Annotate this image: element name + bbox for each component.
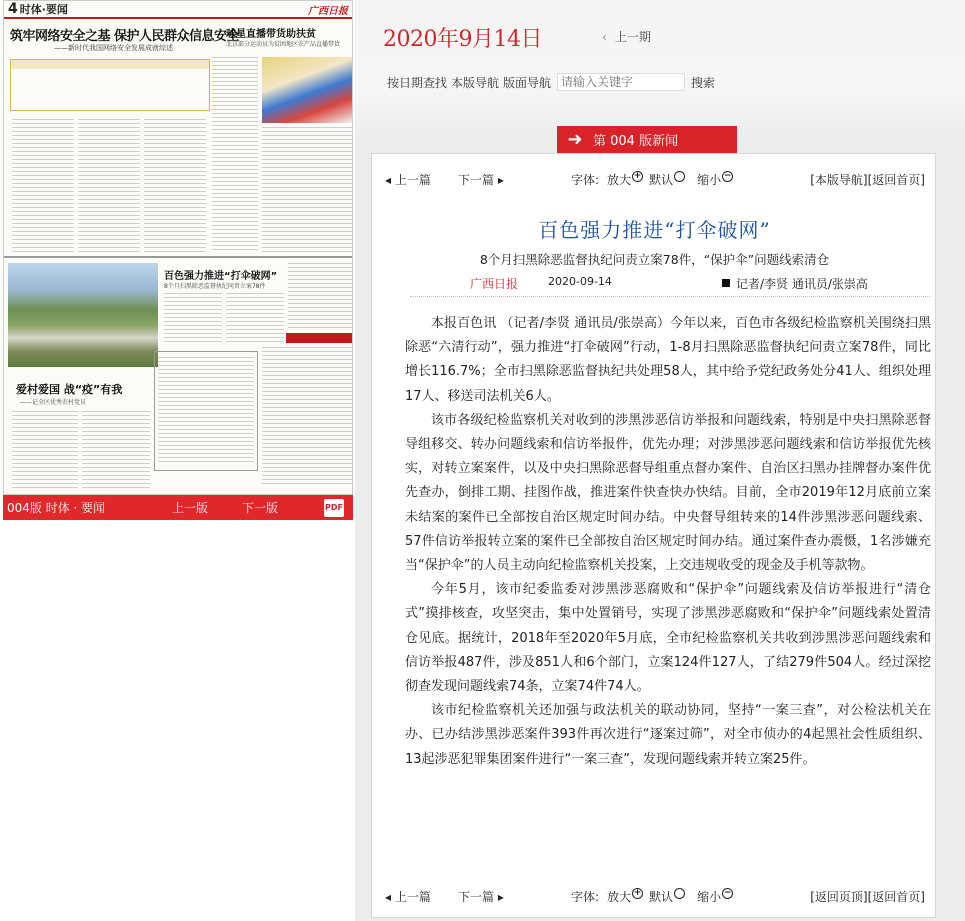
chevron-left-icon: ‹ (602, 30, 607, 44)
article-author: 记者/李贤 通讯员/张崇高 (722, 275, 868, 292)
article-panel (371, 153, 936, 918)
minus-circle-icon (722, 888, 733, 899)
next-article-link-bottom[interactable]: 下一篇 ▸ (458, 889, 504, 904)
layout-nav-link[interactable]: 版面导航 (503, 75, 552, 90)
thumbnail-subhead-1: ——新时代我国网络安全发展成就综述 (54, 44, 173, 52)
article-byline (470, 275, 910, 292)
thumbnail-headline-2[interactable]: 球星直播带货助扶贫 (226, 29, 316, 40)
article-source: 广西日报 (470, 277, 519, 291)
circle-icon (674, 888, 685, 899)
article-toolbar-bottom (385, 887, 925, 905)
article-paragraph: 该市各级纪检监察机关对收到的涉黑涉恶信访举报和问题线索，特别是中央扫黑除恶督导组移交、转办问题线索和信访举报件，优先办理；对涉黑涉恶问题线索和信访举报优先核实，对转立案案件，以及中央扫黑除恶督导组重点督办案件、自治区扫黑办挂牌督办案件优先查办，倒排工期、挂图作战，推进案件快查快办快结。目前，全市2019年12月底前立案未结案的案件已全部按自治区规定时间办结。中央督导组转来的14件涉黑涉恶问题线索、57件信访举报转立案的案件已全部按自治区规定时间办结。通过案件查办震慑，1名涉嫌充当“保护伞”的人员主动向纪检监察机关投案，上交违规收受的现金及手机等款物。 (405, 412, 931, 574)
issue-date: 2020年9月14日 (383, 27, 542, 52)
search-input[interactable] (557, 73, 685, 91)
back-to-top-link[interactable]: [返回页顶] (810, 889, 868, 904)
thumbnail-photo-bridge (8, 263, 158, 367)
minus-circle-icon (722, 171, 733, 182)
font-default-button-bottom[interactable]: 默认 (649, 888, 685, 905)
prev-issue-link[interactable] (602, 28, 651, 45)
byline-divider (410, 296, 930, 297)
thumbnail-subhead-3: 8个月扫黑除恶监督执纪问责立案78件 (164, 283, 266, 290)
thumbnail-subhead-2: 北京部分运动员为贫困地区农产品直播带货 (226, 41, 341, 48)
square-bullet-icon (722, 279, 730, 287)
plus-circle-icon (632, 171, 643, 182)
thumbnail-subhead-4: ——记全区优秀农村党员 (20, 399, 87, 406)
article-paragraph: 该市纪检监察机关还加强与政法机关的联动协同，坚持“一案三查”，对公检法机关在办、已办结涉黑涉恶案件393件再次进行“逐案过筛”，对全市侦办的4起黑社会性质组织、13起涉恶犯罪集团案件进行“一案三查”，发现问题线索并转立案25件。 (405, 703, 931, 767)
thumbnail-section-name: 时体·要闻 (19, 3, 68, 16)
font-shrink-button[interactable]: 缩小− (697, 171, 733, 188)
font-size-label-bottom: 字体: (571, 889, 600, 904)
prev-issue-label: 上一期 (614, 30, 651, 44)
article-paragraph: 本报百色讯 （记者/李贤 通讯员/张崇高）今年以来，百色市各级纪检监察机关围绕扫黑除恶“六清行动”，强力推进“打伞破网”行动，1-8月扫黑除恶监督执纪问责立案78件，同比增长116.7%；全市扫黑除恶监督执纪共处理58人，其中给予党纪政务处分41人、组织处理17人、移送司法机关6人。 (405, 316, 931, 404)
prev-page-link[interactable]: 上一版 (172, 501, 209, 515)
prev-article-link-bottom[interactable]: ◂ 上一篇 (385, 889, 431, 904)
thumbnail-divider (4, 256, 353, 258)
plus-circle-icon (632, 888, 643, 899)
article-paragraph: 今年5月，该市纪委监委对涉黑涉恶腐败和“保护伞”问题线索及信访举报进行“清仓式”摸排核查，攻坚突击，集中处置销号，实现了涉黑涉恶腐败和“保护伞”问题线索处置清仓见底。据统计，2018年至2020年5月底，全市纪检监察机关共收到涉黑涉恶问题线索和信访举报487件，涉及851人和6个部门，立案124件127人，了结279件504人。经过深挖彻查发现问题线索74条，立案74件74人。 (405, 582, 931, 695)
pdf-download-icon[interactable]: PDF (324, 499, 344, 517)
thumbnail-header (4, 1, 352, 19)
newspaper-logo: 广西日报 (308, 5, 348, 17)
next-article-link[interactable]: 下一篇 ▸ (458, 172, 504, 187)
page-preview-panel (0, 0, 355, 520)
top-nav (387, 73, 719, 91)
article-title: 百色强力推进“打伞破网” (538, 218, 771, 242)
arrow-right-icon: ➜ (567, 129, 583, 150)
article-toolbar-top (385, 170, 925, 188)
home-link-top[interactable]: [返回首页] (867, 172, 925, 187)
thumbnail-headline-1[interactable]: 筑牢网络安全之基 保护人民群众信息安全 (10, 29, 240, 44)
page-nav-bar (3, 495, 353, 520)
section-banner (557, 126, 737, 153)
find-by-date-link[interactable]: 按日期查找 (387, 75, 448, 90)
thumbnail-photo-livestream (262, 57, 352, 123)
font-default-button[interactable]: 默认 (649, 171, 685, 188)
page-nav-bracket-link[interactable]: [本版导航] (810, 172, 868, 187)
thumbnail-page-number: 4 (8, 1, 18, 17)
font-enlarge-button[interactable]: 放大+ (607, 171, 643, 188)
home-link-bottom[interactable]: [返回首页] (867, 889, 925, 904)
thumbnail-headline-4[interactable]: 爱村爱国 战“疫”有我 (16, 383, 123, 396)
page-nav-link[interactable]: 本版导航 (451, 75, 500, 90)
font-enlarge-button-bottom[interactable]: 放大+ (607, 888, 643, 905)
prev-article-link[interactable]: ◂ 上一篇 (385, 172, 431, 187)
font-shrink-button-bottom[interactable]: 缩小− (697, 888, 733, 905)
article-date: 2020-09-14 (548, 275, 612, 288)
search-button[interactable]: 搜索 (691, 75, 716, 90)
font-size-label: 字体: (571, 172, 600, 187)
article-body (405, 312, 931, 772)
page-thumbnail[interactable] (3, 0, 353, 495)
current-page-label: 004版 时体 · 要闻 (7, 501, 106, 515)
section-banner-label: 第 004 版新闻 (593, 134, 679, 149)
next-page-link[interactable]: 下一版 (242, 501, 279, 515)
article-subtitle: 8个月扫黑除恶监督执纪问责立案78件，“保护伞”问题线索清仓 (479, 252, 830, 267)
thumbnail-red-banner (286, 333, 352, 343)
thumbnail-headline-3[interactable]: 百色强力推进“打伞破网” (164, 271, 278, 282)
circle-icon (674, 171, 685, 182)
